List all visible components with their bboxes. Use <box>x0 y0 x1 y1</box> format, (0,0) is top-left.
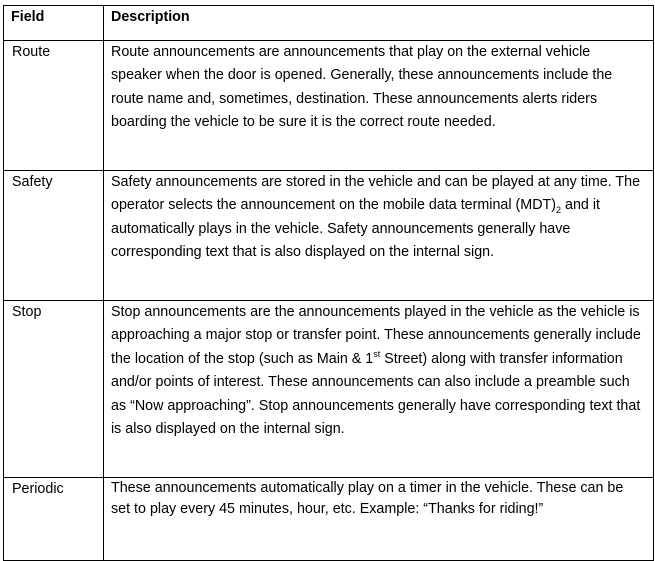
description-route: Route announcements are announcements that play on the external vehicle speaker when the door is opened. Generally, these announcements include the route name and, sometimes, destination. These announcements alerts riders boarding the vehicle to be sure it is the correct route needed. <box>104 41 654 171</box>
table-header-row <box>4 6 654 41</box>
table-row <box>4 41 654 171</box>
field-name-safety: Safety <box>4 171 104 301</box>
description-stop-part-a: Stop announcements are the announcements played in the vehicle as the vehicle is approaching a major stop or transfer point. These announcements generally include the location of the stop (such as Main & 1 <box>111 304 641 367</box>
description-stop-part-b: Street) along with transfer information and/or points of interest. These announcements can also include a preamble such as “Now approaching”. Stop announcements generally have corresponding text that is also displayed on the internal sign. <box>111 350 641 438</box>
field-name-stop: Stop <box>4 301 104 478</box>
table-row <box>4 478 654 561</box>
field-name-periodic: Periodic <box>4 478 104 561</box>
table-row <box>4 301 654 478</box>
description-periodic: These announcements automatically play on a timer in the vehicle. These can be set to play every 45 minutes, hour, etc. Example: “Thanks for riding!” <box>104 478 654 561</box>
description-safety-part-a: Safety announcements are stored in the vehicle and can be played at any time. The operator selects the announcement on the mobile data terminal (MDT) <box>111 174 641 214</box>
field-column-header: Field <box>4 6 104 41</box>
field-name-route: Route <box>4 41 104 171</box>
footnote-marker: 2 <box>556 205 562 216</box>
announcement-fields-table <box>3 5 654 561</box>
ordinal-suffix: st <box>373 349 381 360</box>
description-safety-part-b: and it automatically plays in the vehicle. Safety announcements generally have corresponding text that is also displayed on the internal sign. <box>111 197 600 261</box>
description-stop <box>104 301 654 478</box>
description-safety <box>104 171 654 301</box>
description-column-header: Description <box>104 6 654 41</box>
table-row <box>4 171 654 301</box>
